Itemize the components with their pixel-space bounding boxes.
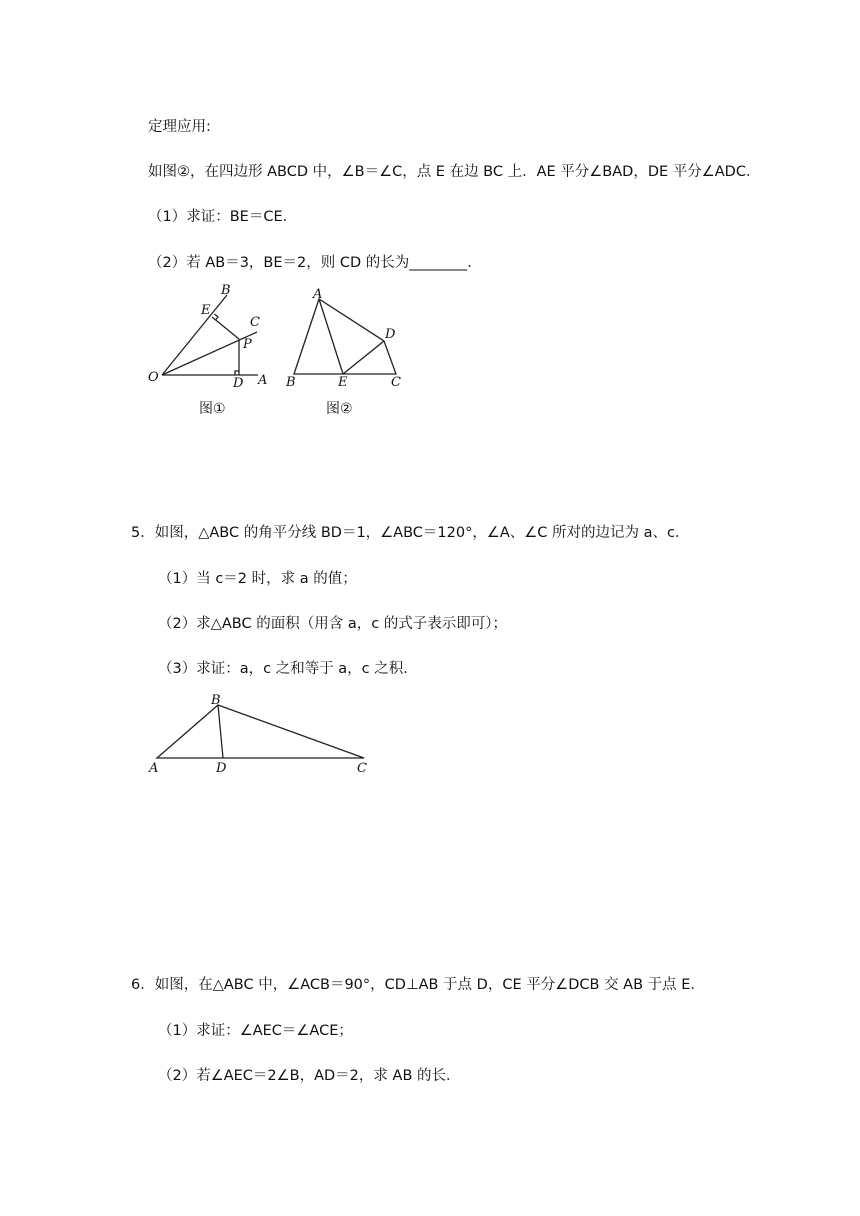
problem-stem: 如图②，在四边形 ABCD 中，∠B＝∠C，点 E 在边 BC 上．AE 平分∠BAD，DE 平分∠ADC．: [148, 164, 761, 180]
figure-2: [280, 282, 410, 392]
triangle-abc: [157, 705, 364, 758]
problem-5-stem: 5．如图，△ABC 的角平分线 BD＝1，∠ABC＝120°，∠A、∠C 所对的边记为 a、c．: [131, 525, 690, 541]
problem-6-stem: 6．如图，在△ABC 中，∠ACB＝90°，CD⊥AB 于点 D，CE 平分∠DCB 交 AB 于点 E．: [131, 977, 705, 993]
label-c: C: [357, 761, 367, 776]
label-e: E: [201, 303, 211, 318]
label-b: B: [286, 375, 296, 390]
problem-5-question-3: （3）求证：a，c 之和等于 a，c 之积．: [158, 661, 418, 677]
label-d: D: [233, 376, 244, 391]
question-2: （2）若 AB＝3，BE＝2，则 CD 的长为________．: [148, 255, 482, 271]
problem-6-question-1: （1）求证：∠AEC＝∠ACE；: [158, 1023, 353, 1039]
problem-6-question-2: （2）若∠AEC＝2∠B，AD＝2，求 AB 的长．: [158, 1068, 461, 1084]
section-title: 定理应用:: [148, 119, 211, 135]
figure-1: [140, 280, 280, 395]
label-o: O: [148, 370, 159, 385]
problem-5-question-2: （2）求△ABC 的面积（用含 a，c 的式子表示即可）；: [158, 616, 508, 632]
quadrilateral-abcd: [294, 299, 396, 374]
label-p: P: [243, 337, 252, 352]
problem-5-question-1: （1）当 c＝2 时，求 a 的值；: [158, 571, 357, 587]
label-a: A: [258, 373, 268, 388]
label-d: D: [385, 327, 396, 342]
label-b: B: [211, 693, 221, 708]
bisector-bd: [218, 705, 223, 758]
segment-de: [343, 341, 384, 374]
figure-problem-5: [140, 688, 380, 783]
label-e: E: [338, 375, 348, 390]
label-b: B: [221, 283, 231, 298]
question-1: （1）求证：BE＝CE．: [148, 209, 298, 225]
figure-2-caption: 图②: [326, 401, 353, 417]
figure-1-caption: 图①: [199, 401, 226, 417]
label-c: C: [250, 315, 260, 330]
segment-ae: [319, 299, 343, 374]
label-d: D: [216, 761, 227, 776]
ray-ob: [162, 295, 227, 375]
label-a: A: [313, 287, 323, 302]
label-a: A: [149, 761, 159, 776]
label-c: C: [391, 375, 401, 390]
